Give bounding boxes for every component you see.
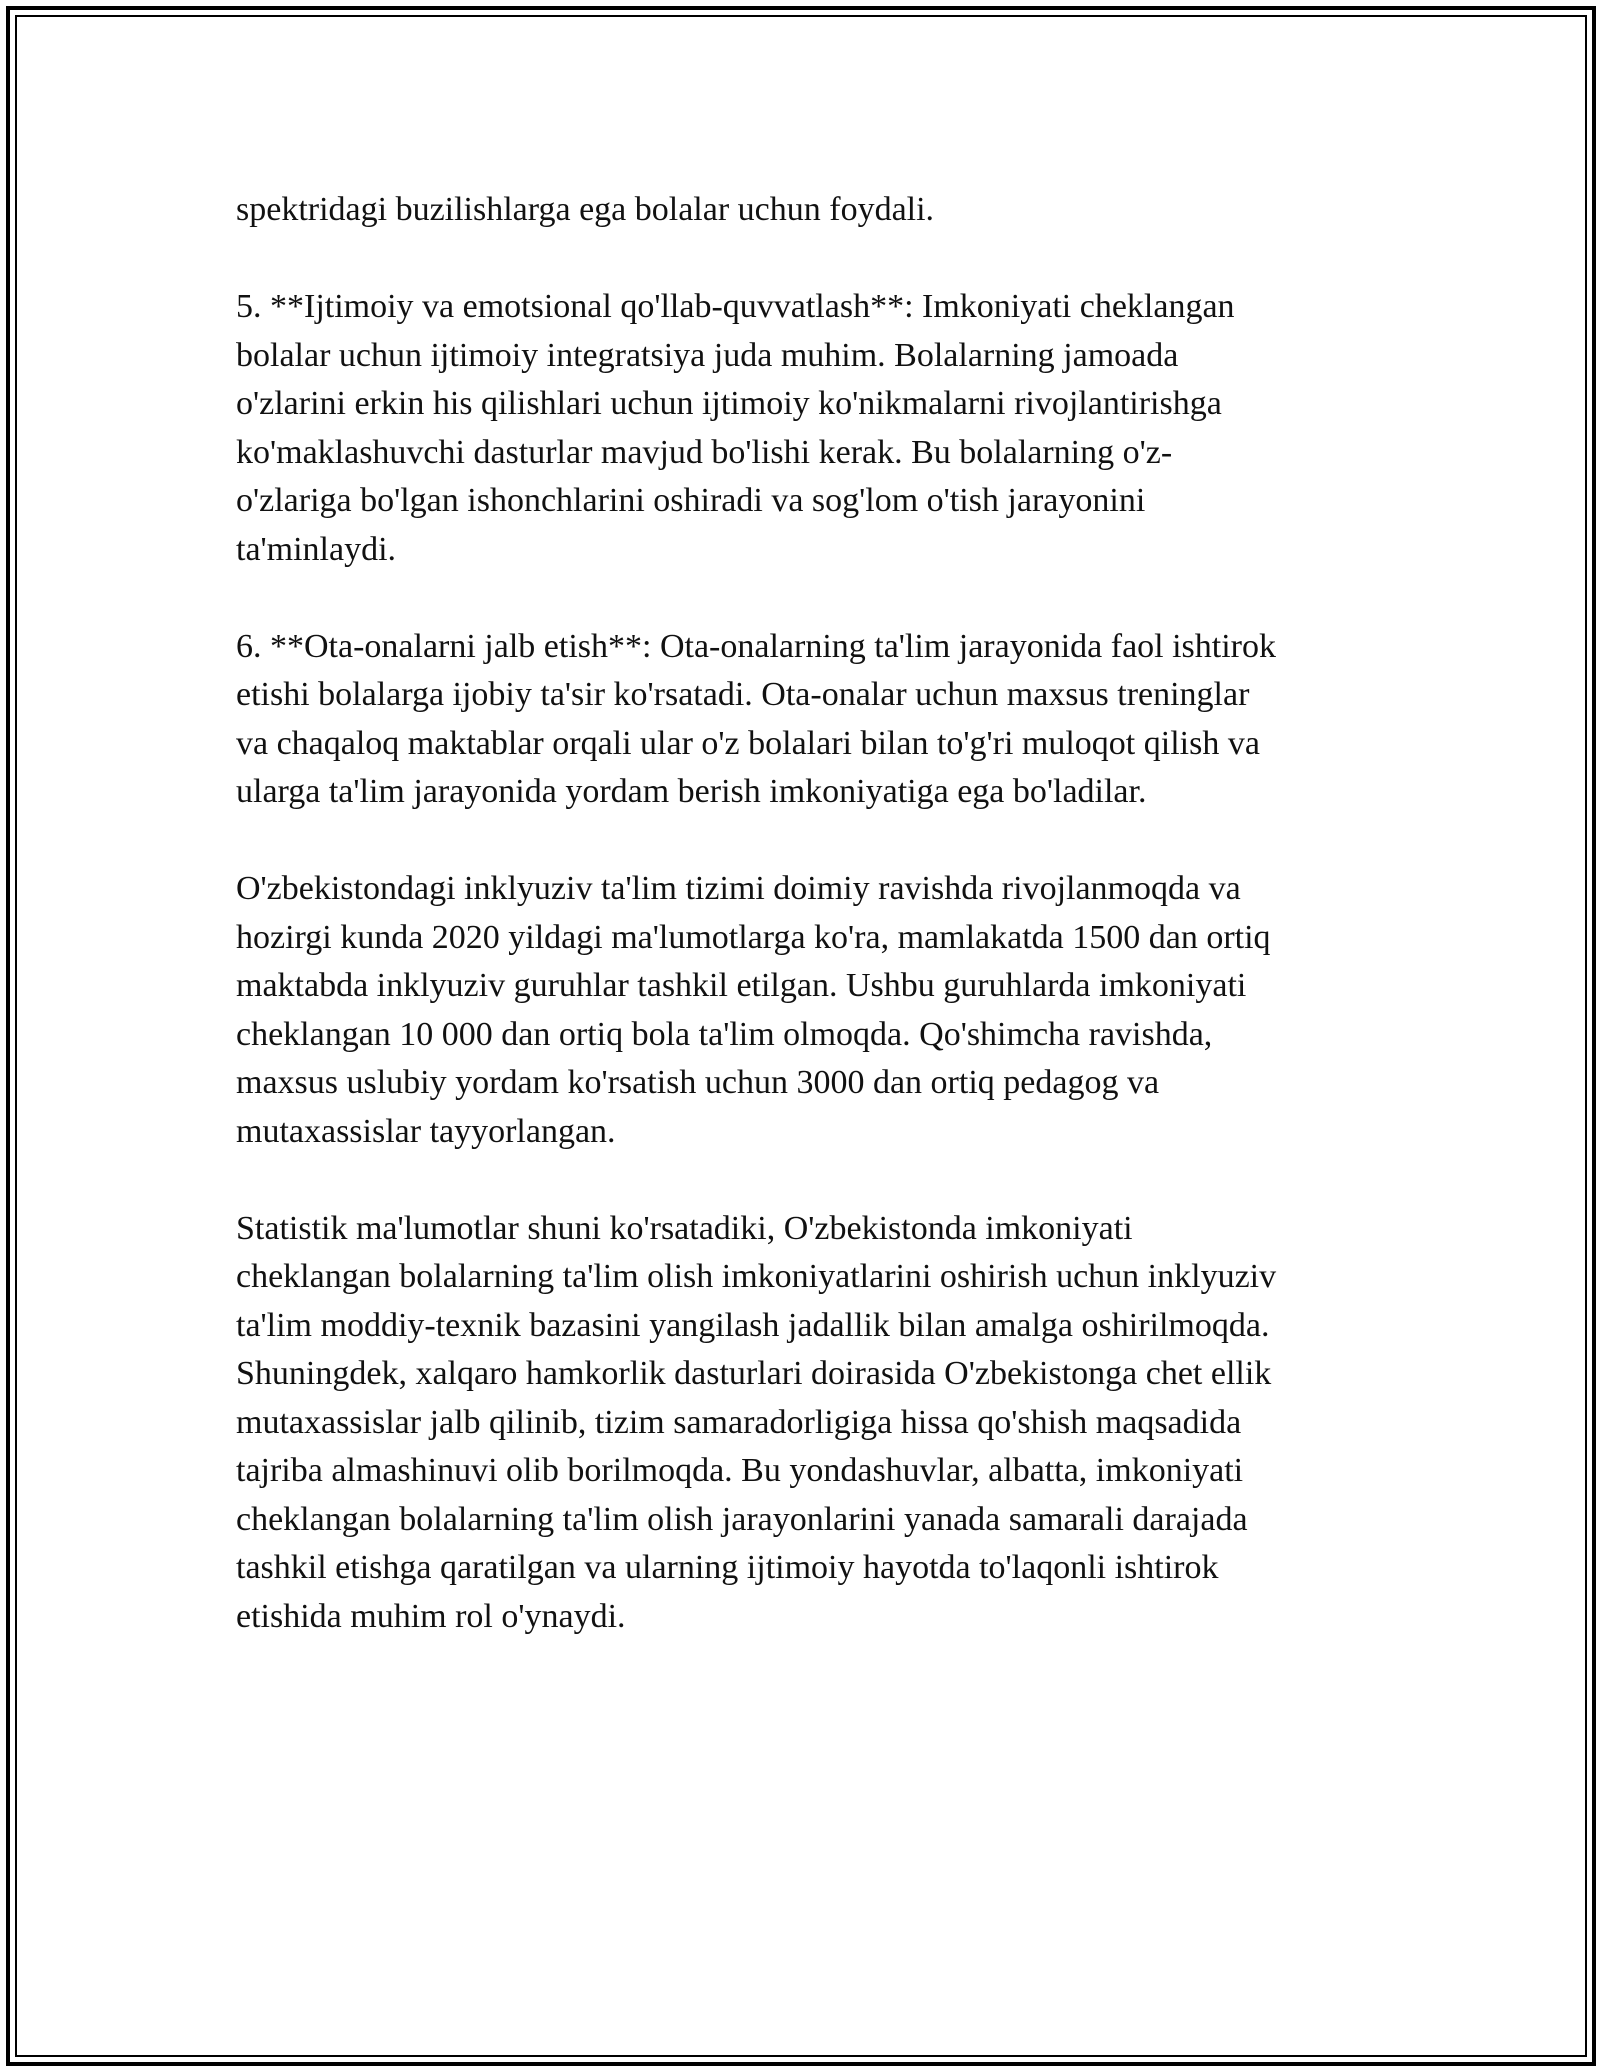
paragraph-continuation: spektridagi buzilishlarga ega bolalar uchun foydali.: [236, 191, 935, 228]
paragraph-item-5-social-emotional-support: 5. **Ijtimoiy va emotsional qo'llab-quvvatlash**: Imkoniyati cheklangan bolalar uchun ijtimoiy integratsiya juda muhim. Bolalarning jamoada o'zlarini erkin his qilishlari uchun ijtimoiy ko'nikmalarni rivojlantirishga ko'maklashuvchi dasturlar mavjud bo'lishi kerak. Bu bolalarning o'z- o'zlariga bo'lgan ishonchlarini oshiradi va sog'lom o'tish jarayonini ta'minlaydi.: [236, 288, 1235, 568]
document-body: [236, 186, 1386, 1641]
paragraph-inclusive-education-uzbekistan: O'zbekistondagi inklyuziv ta'lim tizimi doimiy ravishda rivojlanmoqda va hozirgi kunda 2020 yildagi ma'lumotlarga ko'ra, mamlakatda 1500 dan ortiq maktabda inklyuziv guruhlar tashkil etilgan. Ushbu guruhlarda imkoniyati cheklangan 10 000 dan ortiq bola ta'lim olmoqda. Qo'shimcha ravishda, maxsus uslubiy yordam ko'rsatish uchun 3000 dan ortiq pedagog va mutaxassislar tayyorlangan.: [236, 870, 1271, 1150]
paragraph-item-6-parent-involvement: 6. **Ota-onalarni jalb etish**: Ota-onalarning ta'lim jarayonida faol ishtirok etishi bolalarga ijobiy ta'sir ko'rsatadi. Ota-onalar uchun maxsus treninglar va chaqaloq maktablar orqali ular o'z bolalari bilan to'g'ri muloqot qilish va ularga ta'lim jarayonida yordam berish imkoniyatiga ega bo'ladilar.: [236, 627, 1277, 810]
paragraph-statistics: Statistik ma'lumotlar shuni ko'rsatadiki, O'zbekistonda imkoniyati cheklangan bolalarning ta'lim olish imkoniyatlarini oshirish uchun inklyuziv ta'lim moddiy-texnik bazasini yangilash jadallik bilan amalga oshirilmoqda. Shuningdek, xalqaro hamkorlik dasturlari doirasida O'zbekistonga chet ellik mutaxassislar jalb qilinib, tizim samaradorligiga hissa qo'shish maqsadida tajriba almashinuvi olib borilmoqda. Bu yondashuvlar, albatta, imkoniyati cheklangan bolalarning ta'lim olish jarayonlarini yanada samarali darajada tashkil etishga qaratilgan va ularning ijtimoiy hayotda to'laqonli ishtirok etishida muhim rol o'ynaydi.: [236, 1209, 1277, 1635]
